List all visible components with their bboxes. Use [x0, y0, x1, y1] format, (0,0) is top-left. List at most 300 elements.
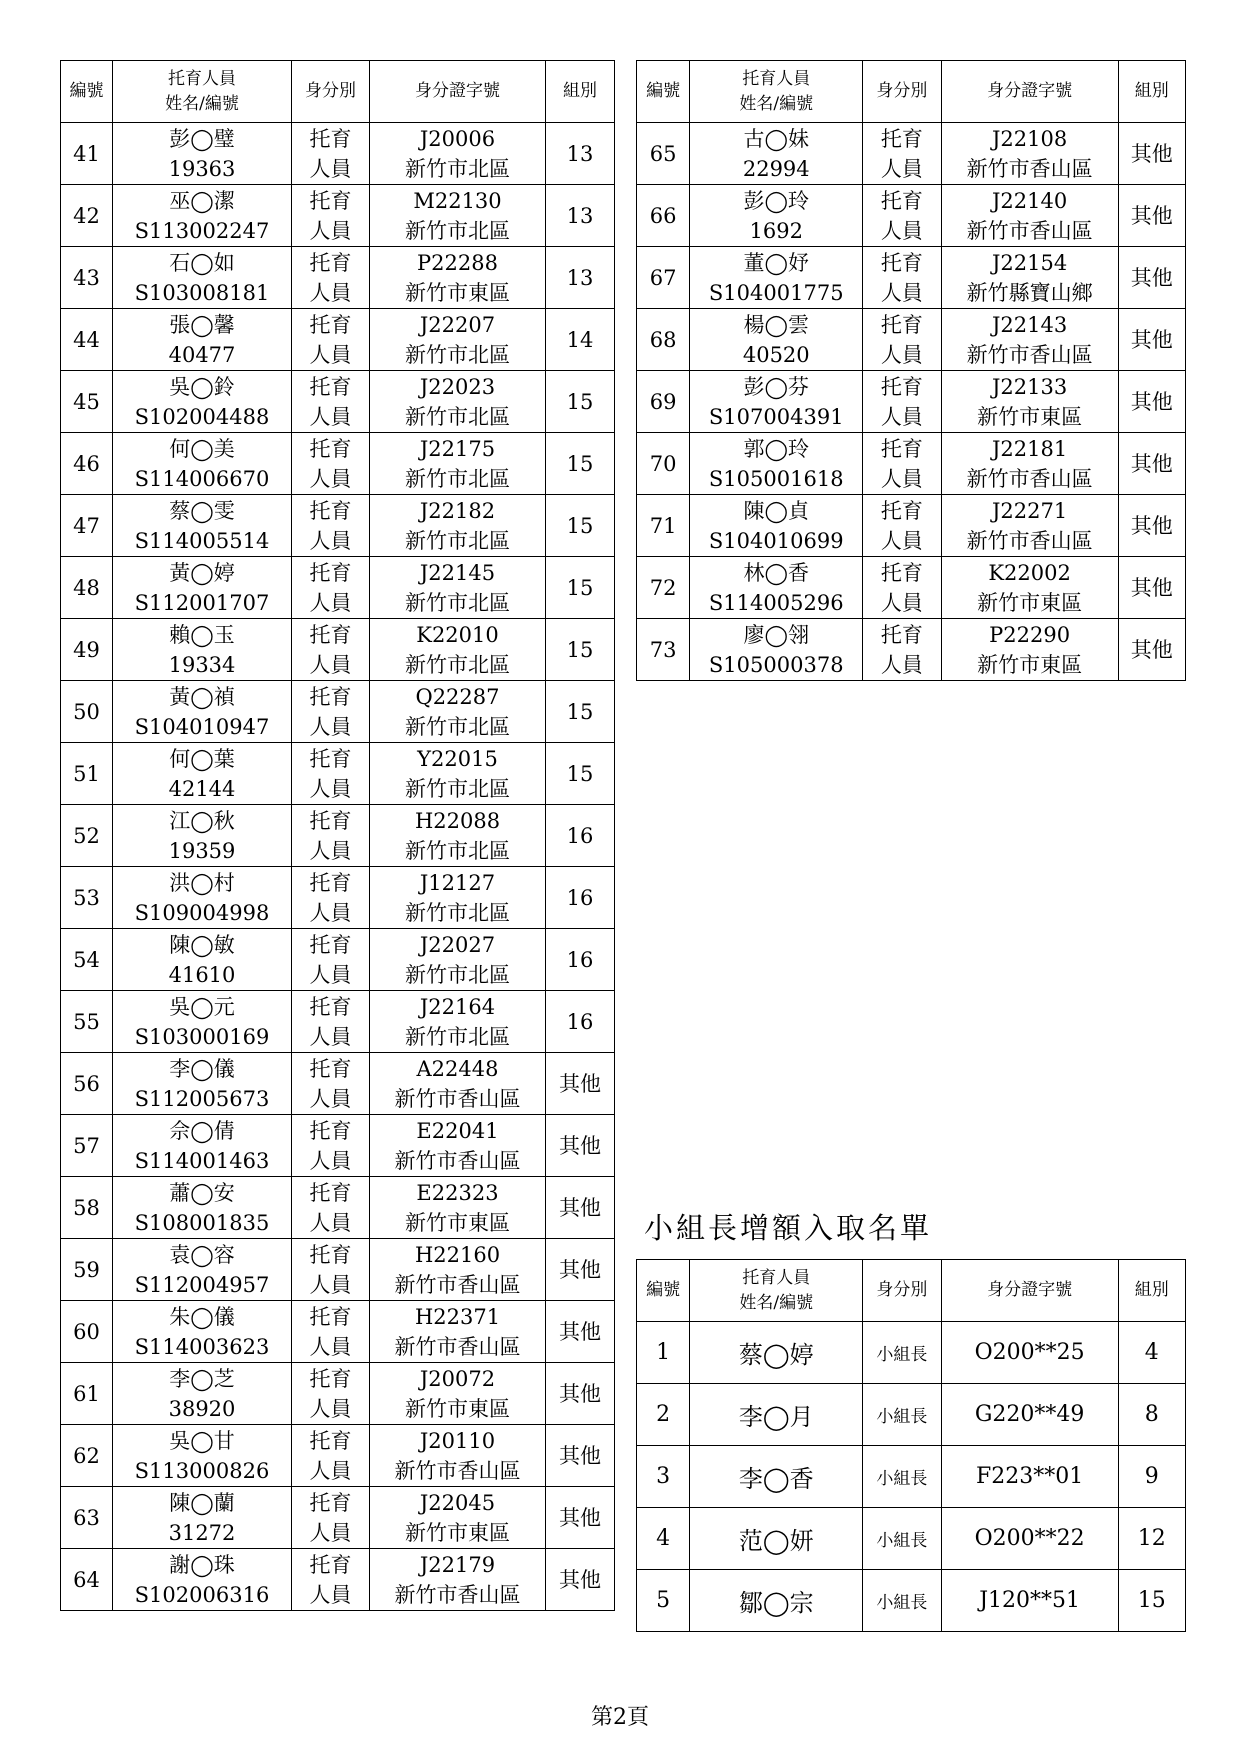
- identity-line1: 托育: [309, 1552, 352, 1577]
- identity-line2: 人員: [309, 776, 352, 801]
- identity-cell: [292, 185, 370, 247]
- header-caregiver-line2: 姓名/編號: [739, 1292, 814, 1313]
- caregiver-cell: [690, 371, 863, 433]
- group-value: 15: [566, 761, 594, 786]
- group-cell: 4: [1118, 1322, 1185, 1384]
- group-value: 16: [566, 1009, 594, 1034]
- identity-line1: 托育: [880, 126, 923, 151]
- row-number-text: 64: [73, 1567, 100, 1592]
- identity-line2: 人員: [309, 280, 352, 305]
- row-number-text: 65: [649, 141, 677, 166]
- header-number: [61, 61, 113, 123]
- row-number: [61, 433, 113, 495]
- group-value: 13: [566, 265, 594, 290]
- caregiver-cell: [113, 495, 292, 557]
- group-value: 16: [566, 885, 594, 910]
- table-row: [61, 867, 615, 929]
- leader-list-title: 小組長增額入取名單: [644, 1211, 933, 1245]
- row-number: [61, 495, 113, 557]
- group-value: 其他: [1130, 265, 1173, 290]
- group-value: 其他: [1130, 203, 1173, 228]
- identity-line2: 人員: [309, 838, 352, 863]
- district: 新竹市香山區: [966, 342, 1093, 367]
- caregiver-cell: [690, 309, 863, 371]
- identity-line1: 托育: [309, 1056, 352, 1081]
- caregiver-code: 22994: [742, 156, 810, 181]
- identity-line1: 托育: [309, 126, 352, 151]
- table-row: [61, 1115, 615, 1177]
- table-row: [61, 1487, 615, 1549]
- identity-line2: 人員: [880, 466, 923, 491]
- identity-line2: 人員: [309, 404, 352, 429]
- group-cell: [546, 1053, 615, 1115]
- id-number: H22088: [414, 808, 501, 833]
- group-cell: [546, 185, 615, 247]
- row-number-text: 61: [73, 1381, 100, 1406]
- identity-cell: [292, 1363, 370, 1425]
- group-cell: [546, 1177, 615, 1239]
- district: 新竹市香山區: [394, 1458, 521, 1483]
- caregiver-code: 38920: [168, 1396, 236, 1421]
- header-caregiver-line1: 托育人員: [168, 68, 236, 89]
- row-number: [637, 619, 690, 681]
- table-row: [61, 805, 615, 867]
- row-number: 4: [637, 1508, 690, 1570]
- caregiver-code: S114001463: [134, 1148, 270, 1173]
- district: 新竹市香山區: [966, 528, 1093, 553]
- row-number-text: 42: [73, 203, 100, 228]
- caregiver-cell: [113, 1425, 292, 1487]
- district: 新竹市北區: [405, 1024, 510, 1049]
- identity-cell: [292, 309, 370, 371]
- identity-line2: 人員: [309, 590, 352, 615]
- group-value: 其他: [1130, 327, 1173, 352]
- identity-line1: 托育: [309, 498, 352, 523]
- row-number: [637, 371, 690, 433]
- group-cell: [1118, 371, 1185, 433]
- row-number-text: 43: [73, 265, 100, 290]
- identity-line2: 人員: [880, 280, 923, 305]
- row-number: 1: [637, 1322, 690, 1384]
- row-number: [61, 681, 113, 743]
- table-row: [61, 991, 615, 1053]
- group-cell: [1118, 123, 1185, 185]
- group-cell: [1118, 309, 1185, 371]
- identity-line2: 人員: [880, 652, 923, 677]
- id-number-cell: [370, 1053, 546, 1115]
- identity-cell: [292, 557, 370, 619]
- district: 新竹市北區: [405, 962, 510, 987]
- identity-cell: 小組長: [863, 1570, 941, 1632]
- caregiver-code: S105001618: [708, 466, 844, 491]
- row-number-text: 56: [73, 1071, 100, 1096]
- row-number-text: 50: [73, 699, 100, 724]
- table-row: [637, 123, 1186, 185]
- district: 新竹市北區: [405, 652, 510, 677]
- caregiver-code: S102006316: [134, 1582, 270, 1607]
- table-row: [61, 1301, 615, 1363]
- group-cell: [546, 929, 615, 991]
- header-caregiver-line2: 姓名/編號: [165, 93, 239, 114]
- district: 新竹市北區: [405, 156, 510, 181]
- row-number: [61, 185, 113, 247]
- id-number-cell: [941, 247, 1118, 309]
- identity-cell: [863, 619, 941, 681]
- caregiver-code: 19359: [168, 838, 236, 863]
- caregiver-table-left: [60, 60, 615, 1611]
- header-id-number-text: 身分證字號: [987, 1280, 1073, 1300]
- identity-line1: 托育: [309, 684, 352, 709]
- group-value: 15: [566, 389, 594, 414]
- caregiver-name: 董◯妤: [743, 250, 809, 275]
- identity-line1: 托育: [309, 1366, 352, 1391]
- district: 新竹市香山區: [966, 466, 1093, 491]
- district: 新竹縣寶山鄉: [966, 280, 1093, 305]
- caregiver-name: 黃◯婷: [169, 560, 235, 585]
- id-number: J22133: [992, 374, 1068, 399]
- identity-cell: 小組長: [863, 1508, 941, 1570]
- district: 新竹市北區: [405, 776, 510, 801]
- identity-line2: 人員: [309, 1396, 352, 1421]
- identity-line2: 人員: [309, 1582, 352, 1607]
- caregiver-name: 謝◯珠: [169, 1552, 235, 1577]
- header-group-text: 組別: [1134, 81, 1169, 101]
- header-number-text: 編號: [646, 1280, 681, 1300]
- id-number-cell: [941, 495, 1118, 557]
- identity-line1: 托育: [309, 1180, 352, 1205]
- leader-name: 蔡◯婷: [690, 1322, 863, 1384]
- id-number: E22323: [416, 1180, 499, 1205]
- caregiver-code: 41610: [168, 962, 236, 987]
- identity-line1: 托育: [880, 374, 923, 399]
- caregiver-cell: [113, 681, 292, 743]
- identity-line1: 托育: [309, 1428, 352, 1453]
- identity-cell: [863, 433, 941, 495]
- row-number-text: 53: [73, 885, 100, 910]
- caregiver-cell: [690, 185, 863, 247]
- group-cell: [546, 743, 615, 805]
- identity-line2: 人員: [880, 590, 923, 615]
- id-number: J22182: [419, 498, 496, 523]
- group-cell: [546, 1301, 615, 1363]
- identity-cell: [292, 867, 370, 929]
- caregiver-name: 陳◯敏: [169, 932, 235, 957]
- caregiver-cell: [113, 619, 292, 681]
- caregiver-cell: [113, 557, 292, 619]
- header-number: [637, 61, 690, 123]
- caregiver-cell: [113, 433, 292, 495]
- group-value: 其他: [1130, 575, 1173, 600]
- id-number: E22041: [416, 1118, 499, 1143]
- page-number: 第2頁: [591, 1705, 649, 1730]
- id-number-cell: J120**51: [941, 1570, 1118, 1632]
- id-number: J20110: [419, 1428, 496, 1453]
- identity-line1: 托育: [309, 994, 352, 1019]
- row-number: [61, 619, 113, 681]
- caregiver-cell: [690, 557, 863, 619]
- caregiver-name: 何◯美: [169, 436, 235, 461]
- table-row: [61, 309, 615, 371]
- group-value: 16: [566, 823, 594, 848]
- caregiver-name: 江◯秋: [169, 808, 235, 833]
- identity-cell: [292, 495, 370, 557]
- caregiver-code: 19363: [168, 156, 236, 181]
- id-number-cell: [370, 681, 546, 743]
- header-row: [637, 61, 1186, 123]
- caregiver-cell: [113, 1053, 292, 1115]
- table-row: [61, 681, 615, 743]
- id-number: J22154: [992, 250, 1068, 275]
- row-number-text: 55: [73, 1009, 100, 1034]
- caregiver-name: 賴◯玉: [169, 622, 235, 647]
- id-number: J22045: [419, 1490, 496, 1515]
- table-row: [637, 557, 1186, 619]
- group-value: 其他: [559, 1319, 601, 1344]
- id-number: A22448: [416, 1056, 499, 1081]
- identity-cell: [863, 309, 941, 371]
- caregiver-name: 林◯香: [743, 560, 809, 585]
- table-row: [637, 371, 1186, 433]
- identity-line2: 人員: [309, 1086, 352, 1111]
- district: 新竹市東區: [977, 404, 1083, 429]
- row-number-text: 69: [649, 389, 677, 414]
- id-number: J22145: [419, 560, 496, 585]
- row-number-text: 63: [73, 1505, 100, 1530]
- group-cell: [546, 1115, 615, 1177]
- identity-line2: 人員: [309, 1334, 352, 1359]
- row-number-text: 68: [649, 327, 677, 352]
- identity-cell: [292, 805, 370, 867]
- table-row: [637, 433, 1186, 495]
- district: 新竹市東區: [977, 652, 1083, 677]
- group-cell: [546, 991, 615, 1053]
- row-number: [61, 1363, 113, 1425]
- row-number-text: 46: [73, 451, 100, 476]
- row-number: [61, 1239, 113, 1301]
- id-number-cell: [370, 1549, 546, 1611]
- id-number-cell: [370, 185, 546, 247]
- district: 新竹市東區: [977, 590, 1083, 615]
- table-row: [61, 929, 615, 991]
- id-number-cell: [370, 247, 546, 309]
- row-number: [637, 557, 690, 619]
- row-number-text: 47: [73, 513, 100, 538]
- group-value: 其他: [1130, 141, 1173, 166]
- caregiver-name: 朱◯儀: [169, 1304, 235, 1329]
- district: 新竹市東區: [405, 1520, 510, 1545]
- identity-cell: [292, 1425, 370, 1487]
- identity-line2: 人員: [309, 528, 352, 553]
- row-number-text: 52: [73, 823, 100, 848]
- id-number-cell: O200**25: [941, 1322, 1118, 1384]
- identity-line1: 托育: [309, 250, 352, 275]
- district: 新竹市東區: [405, 280, 510, 305]
- id-number: Y22015: [417, 746, 498, 771]
- caregiver-cell: [113, 1115, 292, 1177]
- identity-cell: [863, 123, 941, 185]
- group-cell: [1118, 433, 1185, 495]
- id-number: H22160: [414, 1242, 501, 1267]
- district: 新竹市東區: [405, 1396, 510, 1421]
- caregiver-code: S112005673: [134, 1086, 270, 1111]
- identity-cell: [292, 371, 370, 433]
- caregiver-name: 吳◯鈴: [169, 374, 235, 399]
- id-number-cell: [370, 1363, 546, 1425]
- identity-line2: 人員: [309, 900, 352, 925]
- caregiver-name: 何◯葉: [169, 746, 235, 771]
- caregiver-cell: [690, 619, 863, 681]
- row-number-text: 51: [73, 761, 100, 786]
- identity-line2: 人員: [309, 466, 352, 491]
- identity-line1: 托育: [309, 374, 352, 399]
- identity-line1: 托育: [309, 1490, 352, 1515]
- caregiver-cell: [690, 433, 863, 495]
- caregiver-code: 42144: [168, 776, 236, 801]
- identity-cell: [292, 991, 370, 1053]
- row-number-text: 59: [73, 1257, 100, 1282]
- id-number: J22164: [419, 994, 496, 1019]
- identity-line2: 人員: [309, 1024, 352, 1049]
- caregiver-code: S103008181: [134, 280, 270, 305]
- district: 新竹市東區: [405, 1210, 510, 1235]
- identity-cell: [863, 247, 941, 309]
- id-number: J22140: [992, 188, 1068, 213]
- header-group: [546, 61, 615, 123]
- id-number-cell: [941, 619, 1118, 681]
- identity-line1: 托育: [880, 436, 923, 461]
- id-number: K22002: [988, 560, 1071, 585]
- group-value: 其他: [1130, 637, 1173, 662]
- caregiver-cell: [113, 1301, 292, 1363]
- id-number: J22175: [419, 436, 496, 461]
- row-number: 5: [637, 1570, 690, 1632]
- caregiver-code: 31272: [168, 1520, 236, 1545]
- group-cell: [546, 1239, 615, 1301]
- id-number-cell: O200**22: [941, 1508, 1118, 1570]
- identity-cell: [292, 681, 370, 743]
- district: 新竹市香山區: [966, 156, 1093, 181]
- caregiver-cell: [113, 123, 292, 185]
- caregiver-code: S105000378: [708, 652, 844, 677]
- identity-cell: [863, 557, 941, 619]
- row-number: 2: [637, 1384, 690, 1446]
- caregiver-cell: [113, 929, 292, 991]
- header-group: [1118, 1260, 1185, 1322]
- row-number: [637, 309, 690, 371]
- group-value: 13: [566, 141, 594, 166]
- id-number-cell: [370, 929, 546, 991]
- identity-line2: 人員: [309, 156, 352, 181]
- table-row: [61, 1239, 615, 1301]
- id-number: J12127: [419, 870, 496, 895]
- id-number-cell: [370, 495, 546, 557]
- identity-cell: [863, 371, 941, 433]
- caregiver-name: 彭◯芬: [743, 374, 809, 399]
- caregiver-name: 陳◯貞: [743, 498, 809, 523]
- district: 新竹市北區: [405, 466, 510, 491]
- identity-cell: [292, 929, 370, 991]
- district: 新竹市北區: [405, 342, 510, 367]
- group-value: 15: [566, 575, 594, 600]
- row-number: [61, 991, 113, 1053]
- id-number: J22108: [992, 126, 1068, 151]
- row-number: [61, 309, 113, 371]
- leader-row: [637, 1446, 1186, 1508]
- identity-line1: 托育: [309, 188, 352, 213]
- caregiver-code: S113000826: [134, 1458, 270, 1483]
- identity-line1: 托育: [309, 1242, 352, 1267]
- row-number-text: 45: [73, 389, 100, 414]
- table-row: [637, 495, 1186, 557]
- table-row: [61, 433, 615, 495]
- caregiver-cell: [113, 1363, 292, 1425]
- id-number: J22023: [419, 374, 496, 399]
- caregiver-code: S108001835: [134, 1210, 270, 1235]
- id-number-cell: [941, 371, 1118, 433]
- identity-cell: [863, 185, 941, 247]
- identity-line1: 托育: [880, 622, 923, 647]
- caregiver-cell: [113, 371, 292, 433]
- id-number-cell: [370, 1301, 546, 1363]
- group-cell: [546, 247, 615, 309]
- identity-cell: [292, 1239, 370, 1301]
- group-cell: [546, 1425, 615, 1487]
- id-number: K22010: [416, 622, 499, 647]
- id-number-cell: [941, 185, 1118, 247]
- caregiver-cell: [113, 1239, 292, 1301]
- identity-line2: 人員: [309, 342, 352, 367]
- group-cell: 12: [1118, 1508, 1185, 1570]
- leader-name: 范◯妍: [690, 1508, 863, 1570]
- row-number: [61, 247, 113, 309]
- caregiver-code: S103000169: [134, 1024, 270, 1049]
- identity-cell: [292, 433, 370, 495]
- identity-line1: 托育: [309, 932, 352, 957]
- identity-line2: 人員: [880, 528, 923, 553]
- caregiver-cell: [113, 1177, 292, 1239]
- group-value: 其他: [559, 1381, 601, 1406]
- identity-cell: [292, 1487, 370, 1549]
- row-number-text: 70: [649, 451, 677, 476]
- identity-line1: 托育: [309, 312, 352, 337]
- leader-row: [637, 1508, 1186, 1570]
- identity-line2: 人員: [309, 218, 352, 243]
- table-row: [61, 495, 615, 557]
- identity-line1: 托育: [309, 746, 352, 771]
- table-row: [61, 1363, 615, 1425]
- group-cell: [546, 681, 615, 743]
- leader-table: [636, 1259, 1186, 1632]
- group-cell: [1118, 185, 1185, 247]
- table-row: [61, 619, 615, 681]
- identity-line1: 托育: [309, 622, 352, 647]
- header-group-text: 組別: [1134, 1280, 1169, 1300]
- table-row: [61, 247, 615, 309]
- identity-line1: 托育: [309, 1304, 352, 1329]
- row-number: [61, 371, 113, 433]
- row-number: [637, 433, 690, 495]
- header-number: [637, 1260, 690, 1322]
- caregiver-name: 郭◯玲: [743, 436, 809, 461]
- row-number: [61, 557, 113, 619]
- id-number-cell: [370, 433, 546, 495]
- id-number: J22207: [419, 312, 496, 337]
- header-identity: [863, 61, 941, 123]
- header-caregiver: [113, 61, 292, 123]
- caregiver-code: S114003623: [134, 1334, 270, 1359]
- header-row: [637, 1260, 1186, 1322]
- row-number-text: 57: [73, 1133, 100, 1158]
